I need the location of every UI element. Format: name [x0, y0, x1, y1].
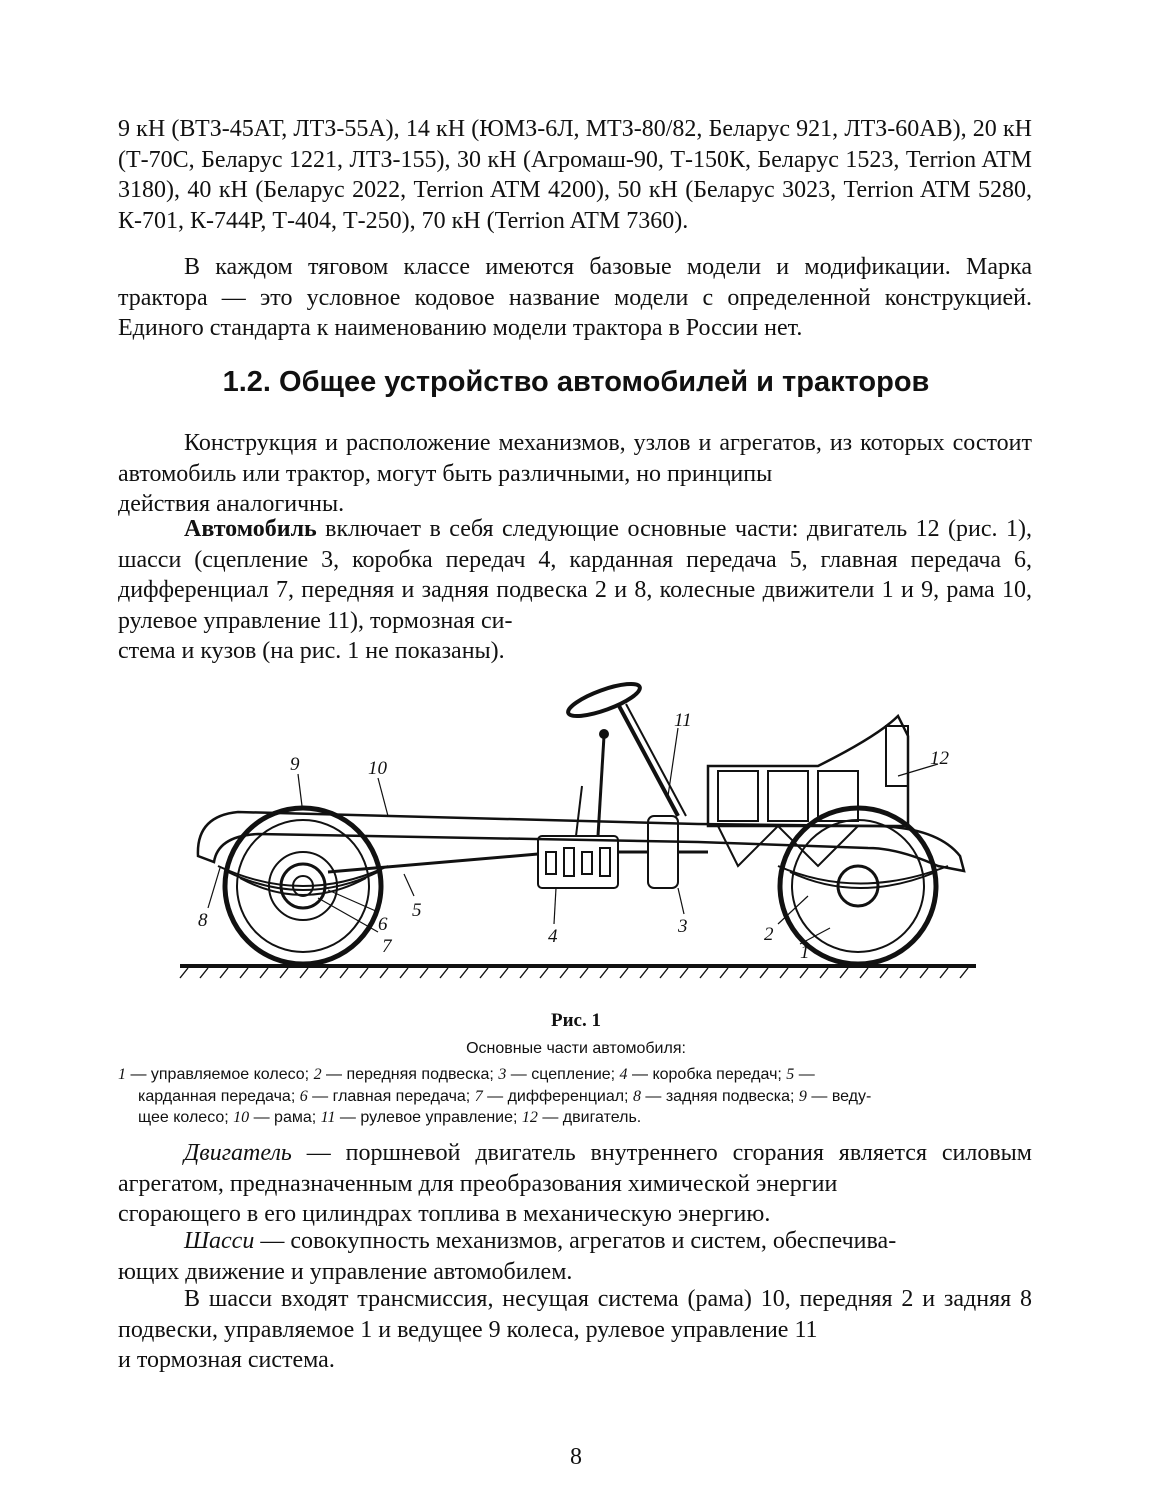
paragraph-text: — совокупность механизмов, агрегатов и систем, обеспечива- — [254, 1228, 897, 1254]
gearbox — [538, 730, 618, 888]
ground-hatching — [180, 968, 968, 978]
callout-3: 3 — [678, 916, 688, 937]
paragraph-last-line: и тормозная система. — [118, 1347, 335, 1373]
callout-2: 2 — [764, 924, 774, 945]
vehicle-chassis-diagram — [178, 676, 984, 1002]
term-engine: Двигатель — [184, 1140, 292, 1166]
callout-11: 11 — [674, 710, 692, 731]
callout-10: 10 — [368, 758, 387, 779]
callout-5: 5 — [412, 900, 422, 921]
section-heading: 1.2. Общее устройство автомобилей и тракторов — [222, 366, 930, 398]
page-number: 8 — [570, 1444, 582, 1470]
paragraph-chassis-contents — [118, 1284, 1032, 1376]
paragraph-text: включает в себя следующие основные части: двигатель 12 (рис. 1), шасси (сцепление 3, коробка передач 4, карданная передача 5, главная передача 6, дифференциал 7, передняя и задняя подвеска 2 и 8, колесные движители 1 и 9, рама 10, рулевое управление 11), тормозная си- — [118, 516, 1032, 634]
figure-title: Основные части автомобиля: — [466, 1040, 686, 1057]
callout-9: 9 — [290, 754, 300, 775]
paragraph-traction-classes — [118, 114, 1032, 236]
legend-line: щее колесо; 10 — рама; 11 — рулевое управление; 12 — двигатель. — [138, 1109, 642, 1126]
paragraph-models — [118, 252, 1032, 344]
paragraph-text: 9 кН (ВТЗ-45АТ, ЛТЗ-55А), 14 кН (ЮМЗ-6Л, МТЗ-80/82, Беларус 921, ЛТЗ-60АВ), 20 кН (Т-70С, Беларус 1221, ЛТЗ-155), 30 кН (Агромаш-90, Т-150К, Беларус 1523, Terrion ATM 3180), 40 кН (Беларус 2022, Terrion ATM 4200), 50 кН (Беларус 3023, Terrion ATM 5280, К-701, К-744Р, Т-404, — [118, 116, 1032, 234]
paragraph-text: Конструкция и расположение механизмов, узлов и агрегатов, из которых состоит автомобиль или трактор, могут быть различными, но принципы — [118, 430, 1032, 487]
paragraph-chassis — [118, 1226, 1032, 1287]
term-automobile: Автомобиль — [184, 516, 317, 542]
paragraph-last-line: действия аналогичны. — [118, 491, 345, 517]
paragraph-last-line: стема и кузов (на рис. 1 не показаны). — [118, 638, 505, 664]
term-chassis: Шасси — [184, 1228, 255, 1254]
paragraph-text: — поршневой двигатель внутреннего сгорания является силовым агрегатом, предназначенным для преобразования химической энергии — [118, 1140, 1032, 1197]
callout-7: 7 — [382, 936, 392, 957]
drive-shaft — [328, 854, 538, 872]
front-wheel — [780, 808, 936, 964]
paragraph-last-line: сгорающего в его цилиндрах топлива в механическую энергию. — [118, 1201, 771, 1227]
callout-1: 1 — [800, 942, 810, 963]
legend-line: 1 — управляемое колесо; 2 — передняя подвеска; 3 — сцепление; 4 — коробка передач; 5 — — [118, 1066, 815, 1083]
paragraph-construction — [118, 428, 1032, 520]
clutch — [618, 816, 708, 888]
paragraph-last-line: Т-250), 70 кН (Terrion ATM 7360). — [343, 207, 689, 234]
paragraph-last-line: ющих движение и управление автомобилем. — [118, 1258, 573, 1285]
paragraph-text: В каждом тяговом классе имеются базовые модели и модификации. Марка трактора — это условное кодовое название модели с определенной конструкцией. Единого стандарта к наименованию модели трактора в России нет. — [118, 254, 1032, 341]
callout-4: 4 — [548, 926, 558, 947]
callout-12: 12 — [930, 748, 949, 769]
figure-number: Рис. 1 — [551, 1010, 601, 1031]
paragraph-automobile-parts — [118, 514, 1032, 667]
paragraph-engine — [118, 1138, 1032, 1230]
paragraph-text: В шасси входят трансмиссия, несущая система (рама) 10, передняя 2 и задняя 8 подвески, управляемое 1 и ведущее 9 колеса, рулевое управление 11 — [118, 1286, 1032, 1343]
callout-8: 8 — [198, 910, 208, 931]
legend-line: карданная передача; 6 — главная передача; 7 — дифференциал; 8 — задняя подвеска; 9 — веду- — [138, 1087, 872, 1105]
callout-6: 6 — [378, 914, 388, 935]
figure-legend — [118, 1064, 1034, 1129]
